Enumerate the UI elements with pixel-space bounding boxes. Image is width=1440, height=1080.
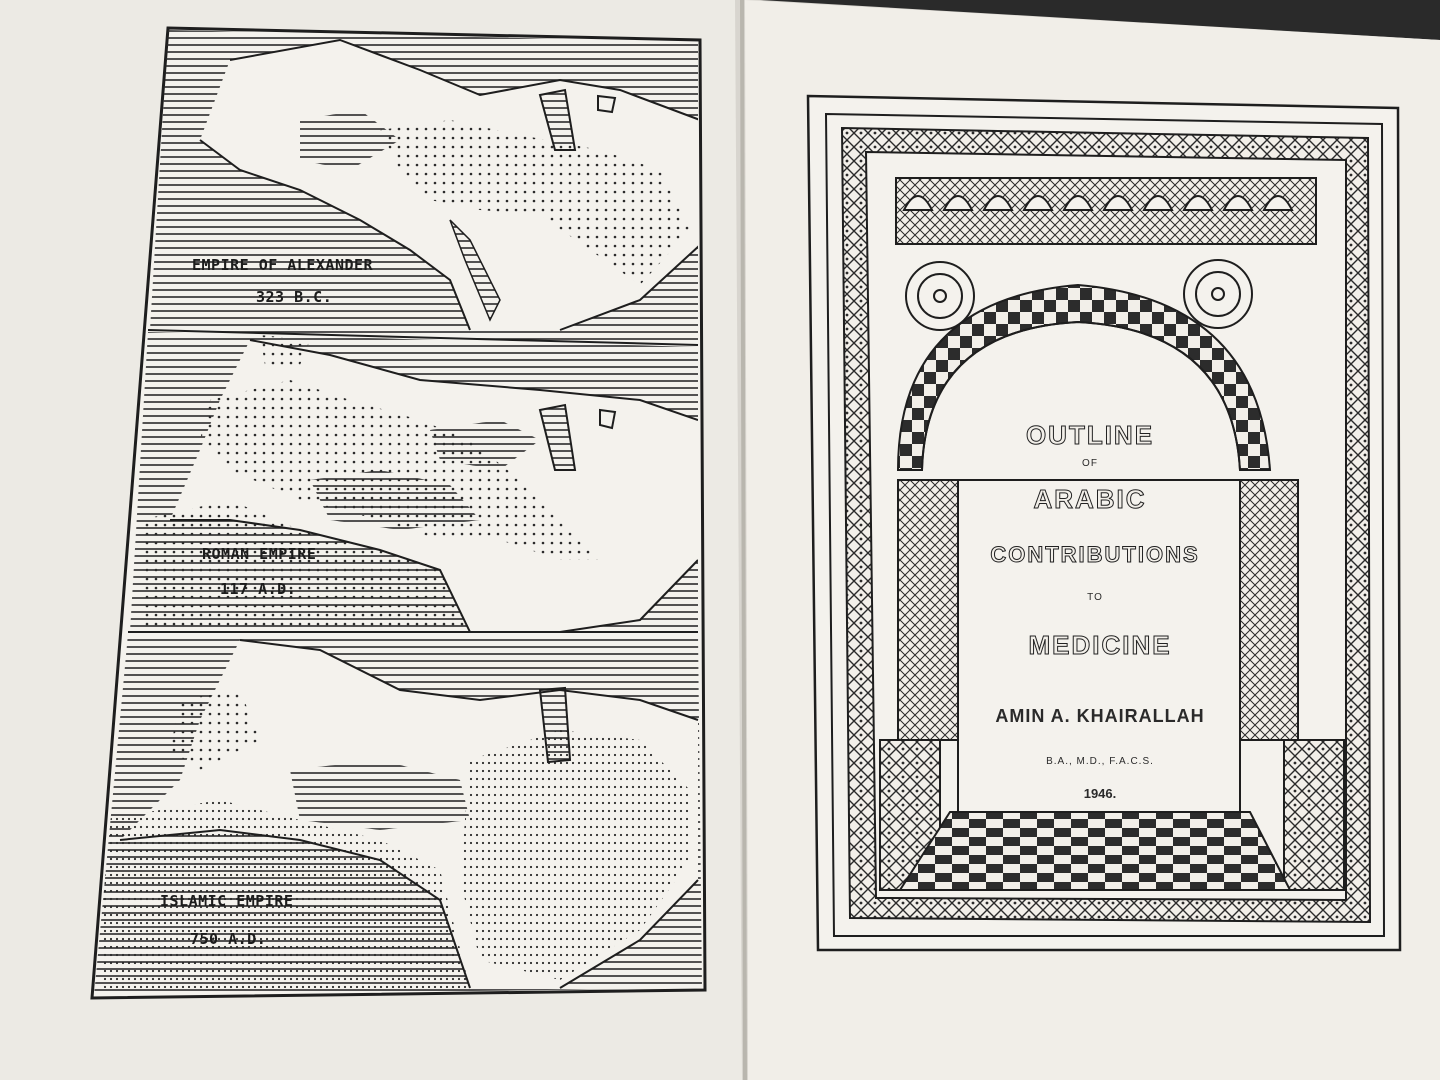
title-line-contributions: CONTRIBUTIONS [990, 542, 1200, 567]
title-line-of: OF [1082, 458, 1098, 469]
map-label-roman: ROMAN EMPIRE [202, 545, 317, 563]
title-line-arabic: ARABIC [1033, 484, 1147, 514]
publication-year: 1946. [1083, 786, 1117, 801]
map-label-alexander: EMPIRE OF ALEXANDER [192, 256, 374, 274]
title-line-to: TO [1087, 592, 1103, 603]
author-degrees: B.A., M.D., F.A.C.S. [1046, 756, 1154, 767]
map-date-roman: 117 A.D. [220, 580, 297, 598]
map-label-islamic: ISLAMIC EMPIRE [160, 892, 294, 910]
map-date-islamic: 750 A.D. [190, 930, 267, 948]
map-date-alexander: 323 B.C. [256, 288, 333, 306]
map-roman [120, 330, 710, 640]
title-plate [808, 96, 1400, 950]
left-pillar [898, 480, 958, 740]
right-pillar [1240, 480, 1298, 740]
title-line-outline: OUTLINE [1025, 420, 1155, 450]
title-line-medicine: MEDICINE [1028, 630, 1172, 660]
author-name: AMIN A. KHAIRALLAH [995, 706, 1205, 726]
map-islamic [90, 630, 710, 1000]
map-alexander [140, 30, 710, 350]
tiled-floor [900, 812, 1290, 890]
maps-plate [90, 28, 710, 1000]
